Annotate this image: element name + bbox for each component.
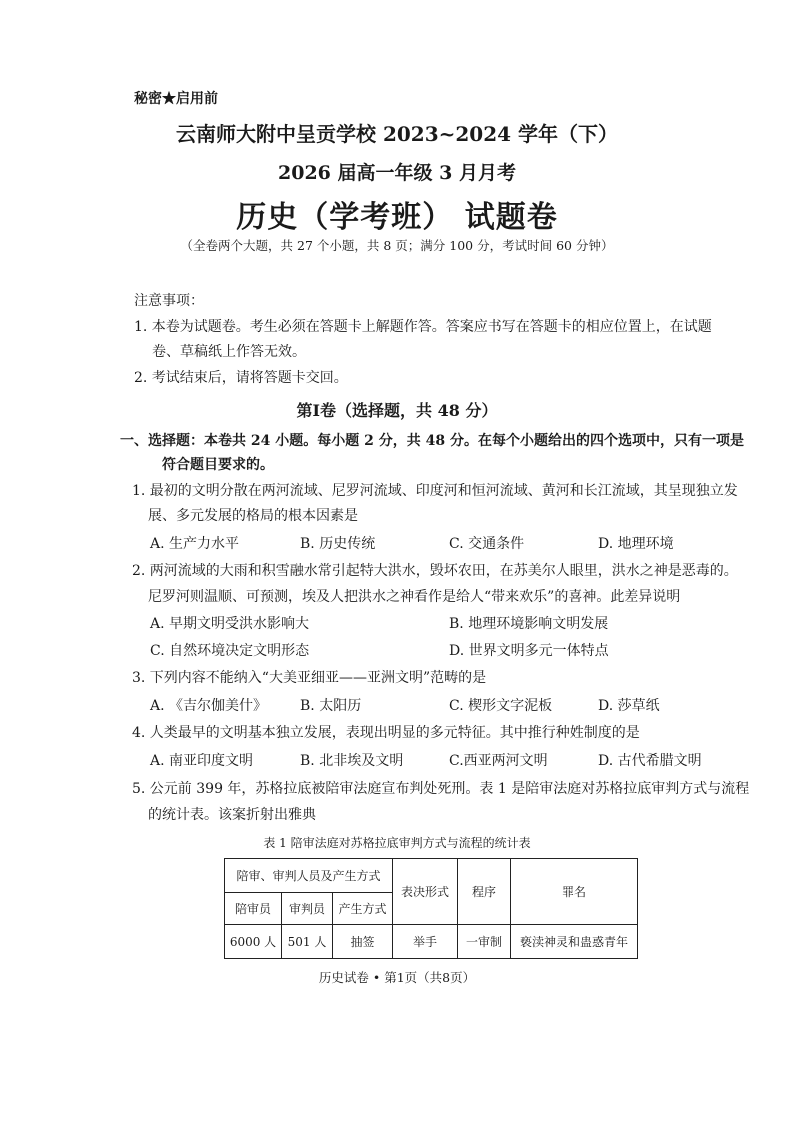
question-1-option-d[interactable]: D. 地理环境 xyxy=(598,536,674,552)
question-3-option-b[interactable]: B. 太阳历 xyxy=(300,698,362,714)
table-cell-jurors: 6000 人 xyxy=(225,925,282,959)
question-2-option-b[interactable]: B. 地理环境影响文明发展 xyxy=(449,616,609,632)
section-intro-cont: 符合题目要求的。 xyxy=(162,457,274,473)
question-1-stem-cont: 展、多元发展的格局的根本因素是 xyxy=(148,508,358,524)
notice-heading: 注意事项： xyxy=(134,293,204,309)
exam-grade-title: 2026 届高一年级 3 月月考 xyxy=(278,162,516,184)
school-title: 云南师大附中呈贡学校 2023~2024 学年（下） xyxy=(175,122,618,146)
question-2-stem: 2. 两河流域的大雨和积雪融水常引起特大洪水，毁坏农田，在苏美尔人眼里，洪水之神是恶毒的。 xyxy=(132,563,738,579)
table-cell-vote: 举手 xyxy=(393,925,458,959)
table-row xyxy=(225,925,638,959)
table-cell-judges: 501 人 xyxy=(282,925,333,959)
question-5-stem: 5. 公元前 399 年，苏格拉底被陪审法庭宣布判处死刑。表 1 是陪审法庭对苏格拉底审判方式与流程 xyxy=(132,781,750,797)
table-cell-procedure: 一审制 xyxy=(458,925,511,959)
question-3-option-d[interactable]: D. 莎草纸 xyxy=(598,698,660,714)
trial-stats-table xyxy=(224,858,638,959)
question-1-option-b[interactable]: B. 历史传统 xyxy=(300,536,376,552)
question-1-stem: 1. 最初的文明分散在两河流域、尼罗河流域、印度河和恒河流域、黄河和长江流域，其呈现独立发 xyxy=(132,483,738,499)
paper-title: 历史（学考班） 试题卷 xyxy=(236,200,558,235)
question-4-option-d[interactable]: D. 古代希腊文明 xyxy=(598,753,702,769)
question-2-option-c[interactable]: C. 自然环境决定文明形态 xyxy=(150,643,310,659)
table-header-row xyxy=(225,859,638,893)
table-header-judges: 审判员 xyxy=(282,893,333,925)
page-footer: 历史试卷 • 第1页（共8页） xyxy=(318,970,476,985)
section-title: 第Ⅰ卷（选择题，共 48 分） xyxy=(296,401,498,420)
question-2-stem-cont: 尼罗河则温顺、可预测，埃及人把洪水之神看作是给人“带来欢乐”的喜神。此差异说明 xyxy=(148,589,681,605)
table-cell-method: 抽签 xyxy=(333,925,393,959)
question-2-option-a[interactable]: A. 早期文明受洪水影响大 xyxy=(150,616,310,632)
table-header-procedure: 程序 xyxy=(458,859,511,925)
question-4-option-b[interactable]: B. 北非埃及文明 xyxy=(300,753,404,769)
table-header-jurors: 陪审员 xyxy=(225,893,282,925)
confidential-label: 秘密★启用前 xyxy=(134,91,218,107)
question-4-option-a[interactable]: A. 南亚印度文明 xyxy=(150,753,254,769)
table-caption: 表 1 陪审法庭对苏格拉底审判方式与流程的统计表 xyxy=(263,836,531,850)
table-header-charge: 罪名 xyxy=(511,859,638,925)
question-4-option-c[interactable]: C.西亚两河文明 xyxy=(449,753,548,769)
paper-subtitle: （全卷两个大题，共 27 个小题，共 8 页；满分 100 分，考试时间 60 分钟） xyxy=(180,238,614,253)
question-5-stem-cont: 的统计表。该案折射出雅典 xyxy=(148,807,316,823)
question-1-option-c[interactable]: C. 交通条件 xyxy=(449,536,525,552)
question-4-stem: 4. 人类最早的文明基本独立发展，表现出明显的多元特征。其中推行种姓制度的是 xyxy=(132,725,640,741)
table-cell-charge: 亵渎神灵和蛊惑青年 xyxy=(511,925,638,959)
table-group-header: 陪审、审判人员及产生方式 xyxy=(225,859,393,893)
question-3-option-c[interactable]: C. 楔形文字泥板 xyxy=(449,698,553,714)
question-3-option-a[interactable]: A. 《吉尔伽美什》 xyxy=(150,698,268,714)
table-header-method: 产生方式 xyxy=(333,893,393,925)
section-intro: 一、选择题：本卷共 24 小题。每小题 2 分，共 48 分。在每个小题给出的四个选项中，只有一项是 xyxy=(120,433,744,449)
question-1-option-a[interactable]: A. 生产力水平 xyxy=(150,536,240,552)
question-2-option-d[interactable]: D. 世界文明多元一体特点 xyxy=(449,643,609,659)
table-header-vote: 表决形式 xyxy=(393,859,458,925)
question-3-stem: 3. 下列内容不能纳入“大美亚细亚——亚洲文明”范畴的是 xyxy=(132,670,487,686)
notice-item-1: 1. 本卷为试题卷。考生必须在答题卡上解题作答。答案应书写在答题卡的相应位置上，在试题 xyxy=(134,319,712,335)
notice-item-1-cont: 卷、草稿纸上作答无效。 xyxy=(152,344,306,360)
notice-item-2: 2. 考试结束后，请将答题卡交回。 xyxy=(134,370,348,386)
